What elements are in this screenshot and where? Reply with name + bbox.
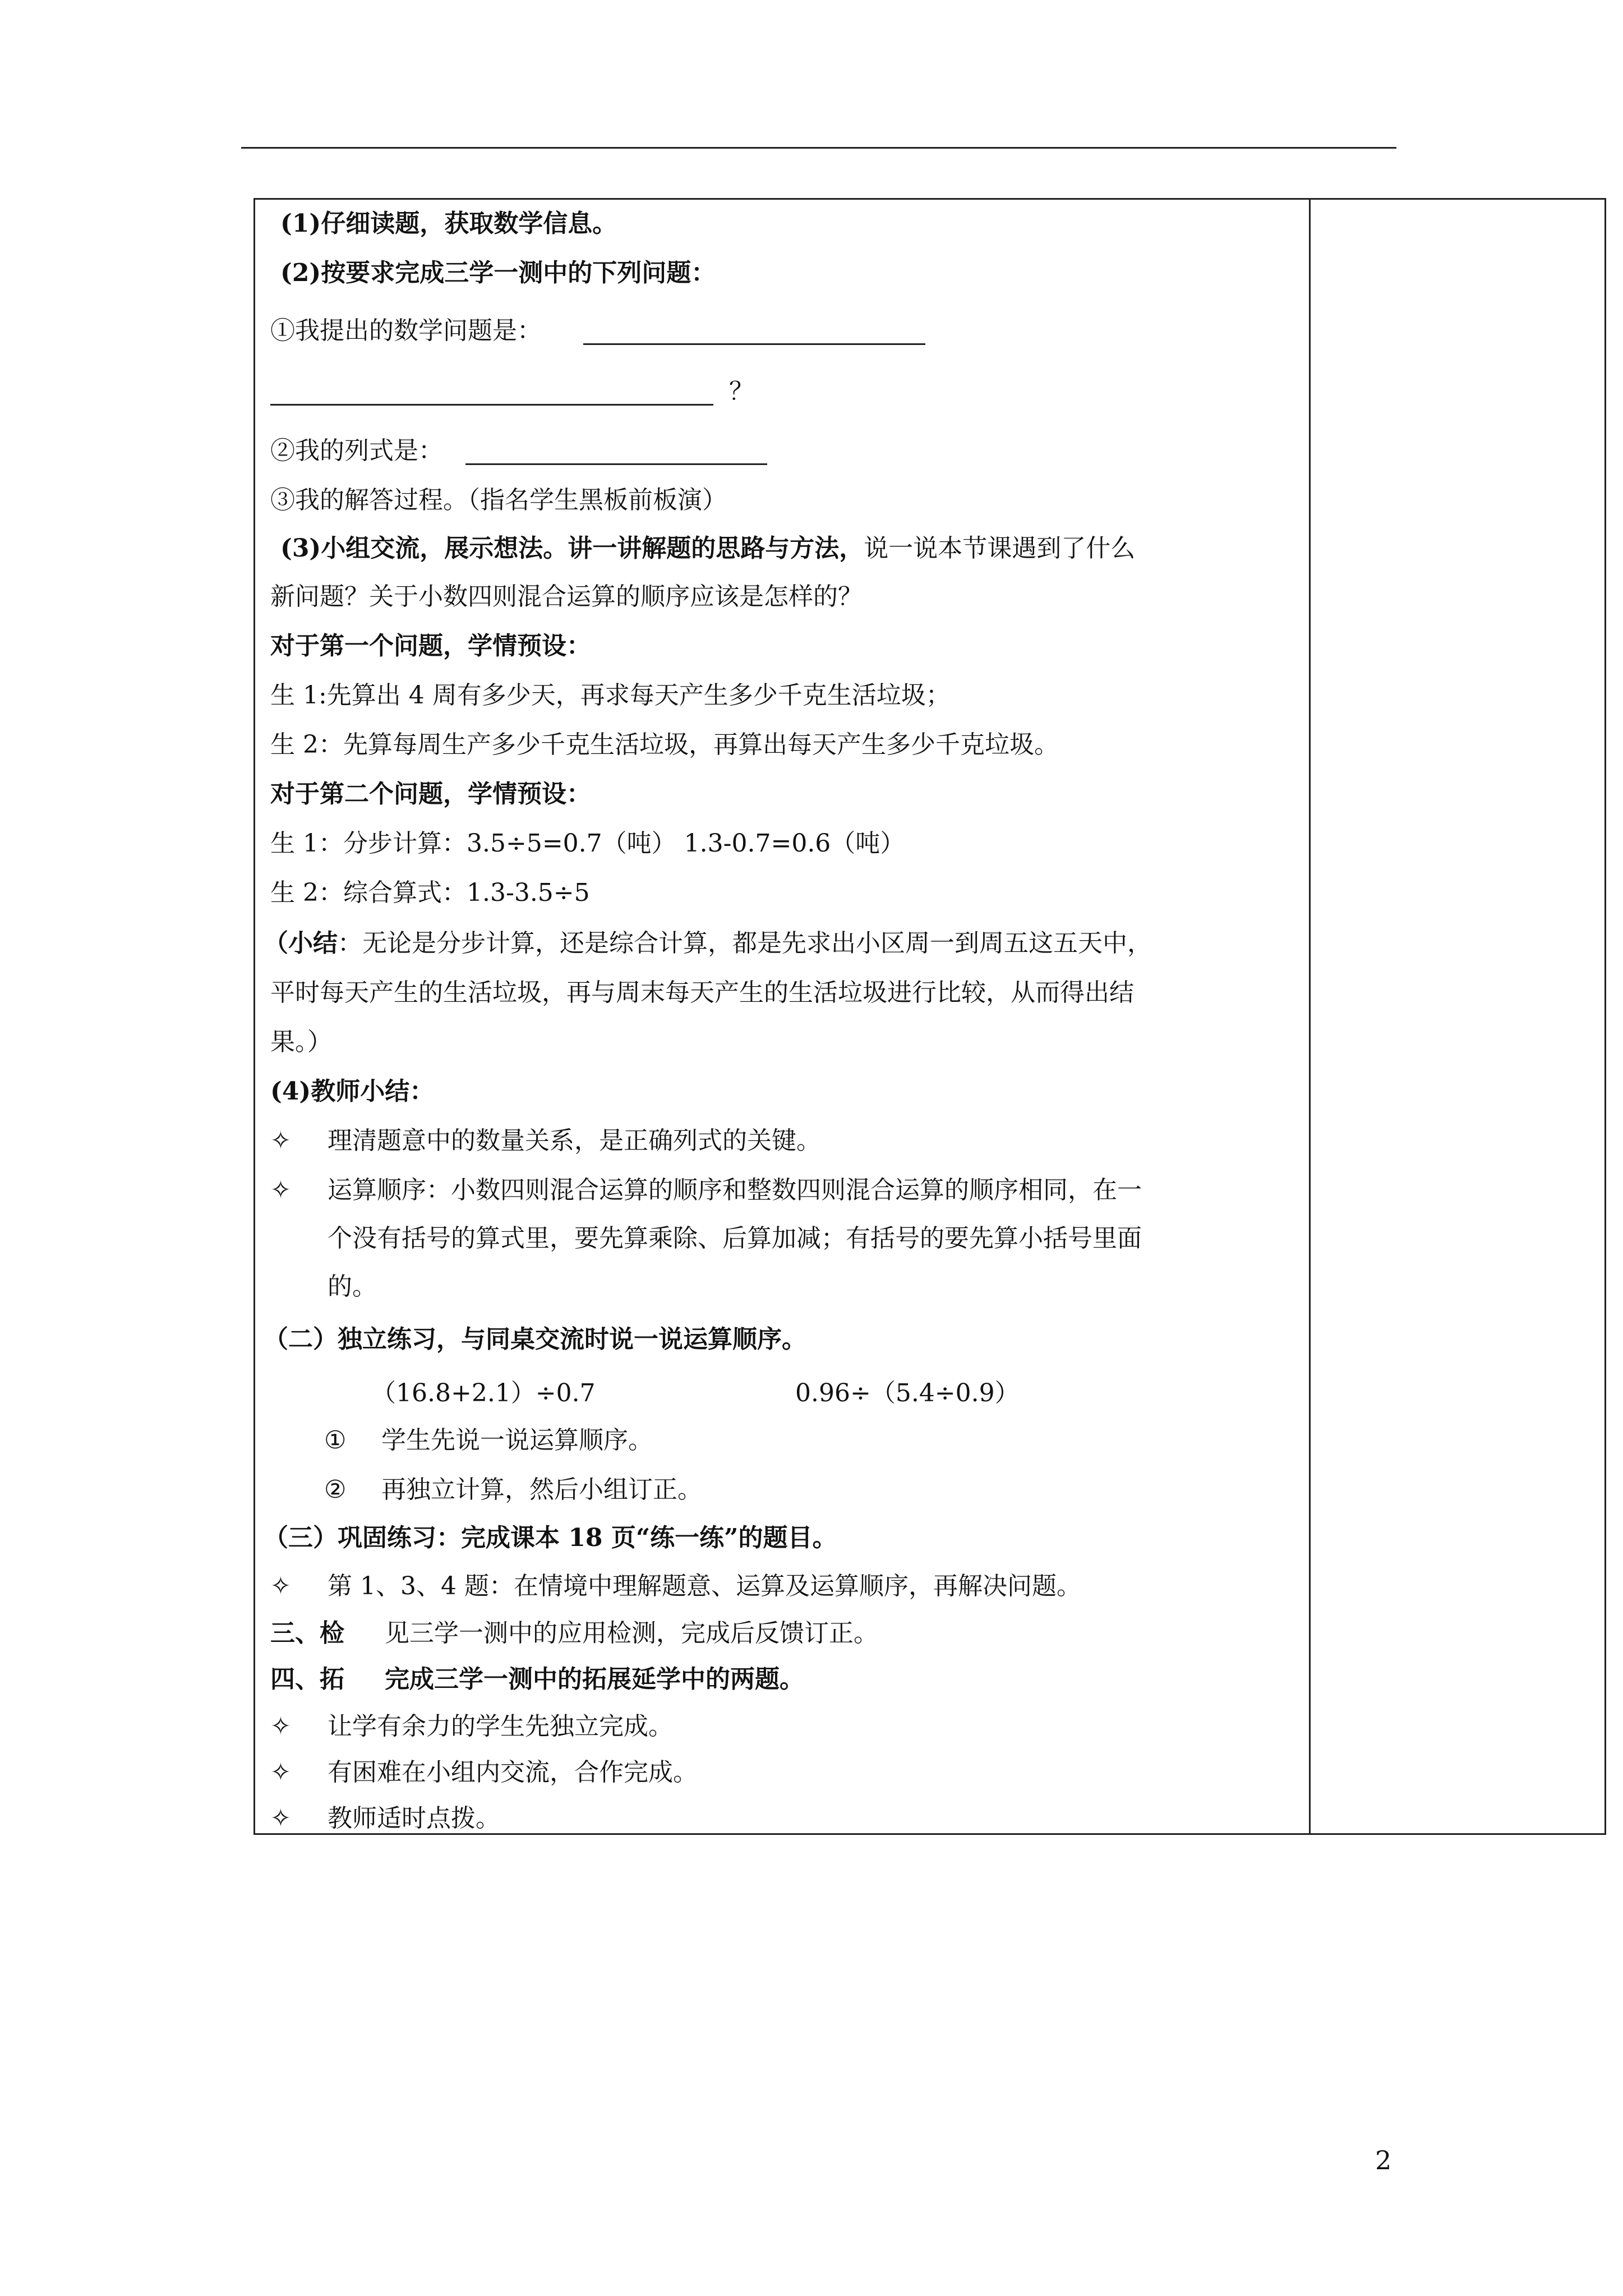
text-line: 生 1：分步计算：3.5÷5=0.7（吨） 1.3-0.7=0.6（吨） (270, 829, 905, 858)
text-line: （三）巩固练习：完成课本 18 页“练一练”的题目。 (264, 1524, 837, 1552)
text-line: （小结 (264, 929, 338, 958)
text-line: ②我的列式是： (270, 436, 443, 465)
expression: （16.8+2.1）÷0.7 (371, 1379, 596, 1407)
text-line: 果。） (270, 1028, 332, 1056)
section-heading: 四、拓 (270, 1665, 344, 1694)
text-line: (1)仔细读题，获取数学信息。 (280, 209, 617, 238)
text-line: 学生先说一说运算顺序。 (381, 1426, 653, 1455)
text-line: 生 2：综合算式：1.3-3.5÷5 (270, 878, 590, 907)
table-column-divider (1309, 198, 1311, 1835)
step-number: ① (324, 1426, 347, 1455)
answer-blank (465, 463, 767, 465)
text-line: 生 1:先算出 4 周有多少天，再求每天产生多少千克生活垃圾； (270, 681, 951, 710)
bullet-icon: ✧ (270, 1126, 291, 1155)
bullet-icon: ✧ (270, 1712, 291, 1741)
text-line: (4)教师小结： (270, 1077, 435, 1106)
expression: 0.96÷（5.4÷0.9） (795, 1379, 1020, 1407)
text-line: 见三学一测中的应用检测，完成后反馈订正。 (385, 1619, 878, 1648)
text-line: 对于第一个问题，学情预设： (270, 632, 591, 660)
text-line: (2)按要求完成三学一测中的下列问题： (280, 259, 716, 287)
text-line: 完成三学一测中的拓展延学中的两题。 (385, 1665, 804, 1694)
text-line: 说一说本节课遇到了什么 (864, 534, 1136, 563)
text-line: (3)小组交流，展示想法。讲一讲解题的思路与方法， (280, 534, 864, 563)
text-line: 运算顺序：小数四则混合运算的顺序和整数四则混合运算的顺序相同，在一 (328, 1176, 1142, 1204)
text-line: （二）独立练习，与同桌交流时说一说运算顺序。 (264, 1325, 806, 1354)
text-line: 让学有余力的学生先独立完成。 (328, 1712, 673, 1741)
section-heading: 三、检 (270, 1619, 344, 1648)
text-line: 第 1、3、4 题：在情境中理解题意、运算及运算顺序，再解决问题。 (328, 1572, 1081, 1600)
text-line: ？ (729, 377, 754, 406)
text-line: 理清题意中的数量关系，是正确列式的关键。 (328, 1126, 821, 1155)
bullet-icon: ✧ (270, 1804, 291, 1833)
text-line: 生 2：先算每周生产多少千克生活垃圾，再算出每天产生多少千克垃圾。 (270, 730, 1059, 759)
text-line: 对于第二个问题，学情预设： (270, 780, 591, 808)
page-number: 2 (1375, 2145, 1392, 2175)
text-line: 教师适时点拨。 (328, 1804, 500, 1833)
answer-blank (270, 404, 713, 406)
text-line: ③我的解答过程。（指名学生黑板前板演） (270, 486, 727, 514)
text-line: ①我提出的数学问题是： (270, 316, 542, 345)
text-line: 再独立计算，然后小组订正。 (381, 1475, 702, 1504)
answer-blank (583, 343, 925, 345)
bullet-icon: ✧ (270, 1758, 291, 1787)
text-line: 平时每天产生的生活垃圾，再与周末每天产生的生活垃圾进行比较，从而得出结 (270, 978, 1134, 1007)
step-number: ② (324, 1475, 347, 1504)
text-line: ：无论是分步计算，还是综合计算，都是先求出小区周一到周五这五天中， (338, 929, 1152, 958)
header-rule (241, 147, 1396, 149)
text-line: 个没有括号的算式里，要先算乘除、后算加减；有括号的要先算小括号里面 (328, 1224, 1142, 1253)
text-line: 新问题？关于小数四则混合运算的顺序应该是怎样的？ (270, 582, 863, 611)
bullet-icon: ✧ (270, 1572, 291, 1600)
text-line: 的。 (328, 1272, 377, 1301)
text-line: 有困难在小组内交流，合作完成。 (328, 1758, 698, 1787)
bullet-icon: ✧ (270, 1176, 291, 1204)
